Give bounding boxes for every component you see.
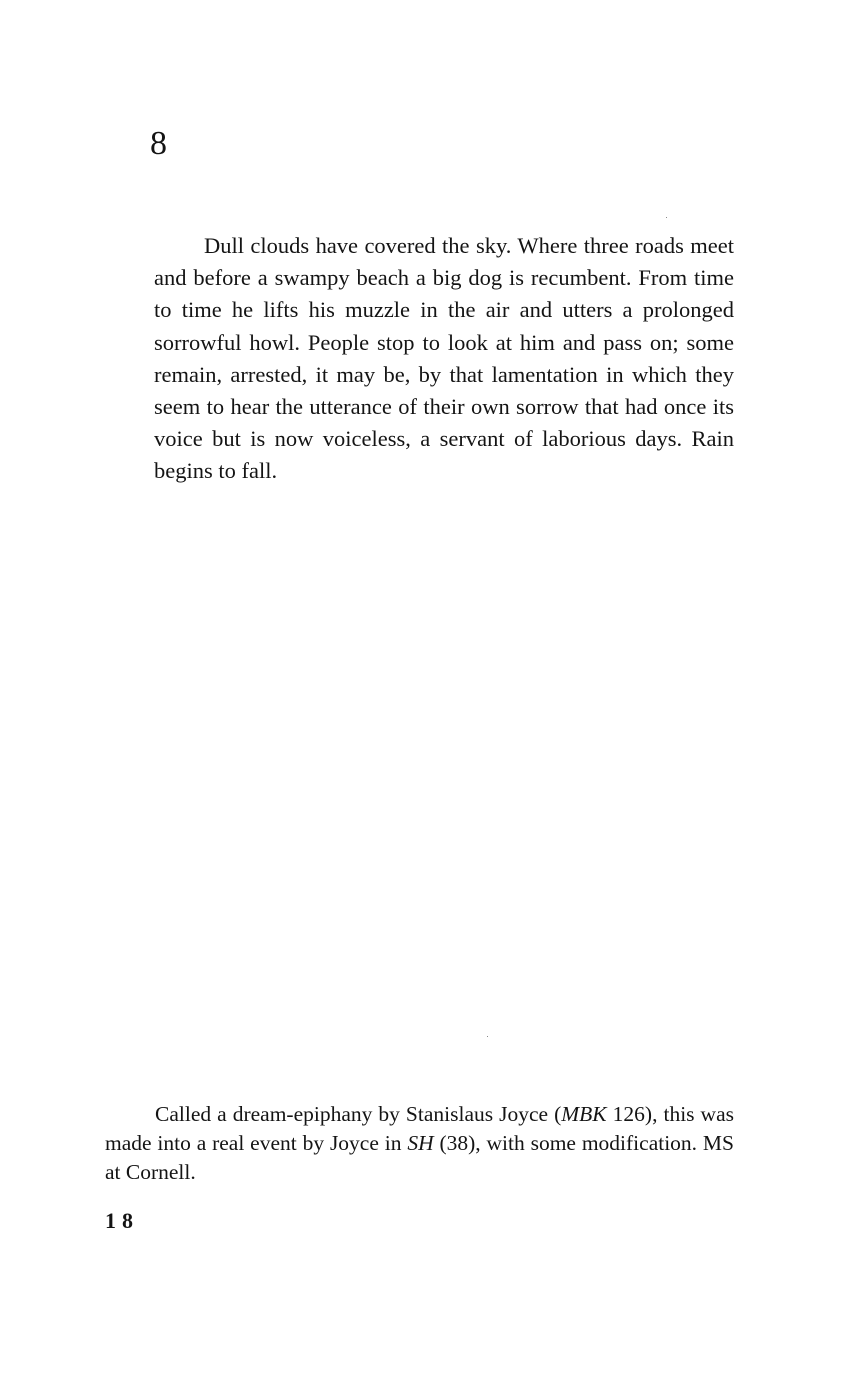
section-number: 8 [150, 125, 167, 162]
editorial-note [105, 1100, 734, 1187]
note-reference-sh: SH [407, 1131, 434, 1155]
page-number: 18 [105, 1208, 139, 1233]
scan-speck [487, 1036, 488, 1037]
epiphany-paragraph: Dull clouds have covered the sky. Where three roads meet and before a swampy beach a big dog is recumbent. From time to time he lifts his muzzle in the air and utters a prolonged sorrowful howl. People stop to look at him and pass on; some remain, arrested, it may be, by that lamentation in which they seem to hear the utterance of their own sorrow that had once its voice but is now voiceless, a servant of laborious days. Rain begins to fall. [154, 233, 734, 484]
note-text-part-1: Called a dream-epiphany by Stanislaus Joyce ( [155, 1102, 562, 1126]
note-text-part-2: 126), this was made into a real event by Joyce in [105, 1102, 734, 1155]
note-text-part-3: (38), with some modification. MS at Cornell. [105, 1131, 734, 1184]
scan-speck [666, 217, 667, 218]
note-reference-mbk: MBK [561, 1102, 607, 1126]
